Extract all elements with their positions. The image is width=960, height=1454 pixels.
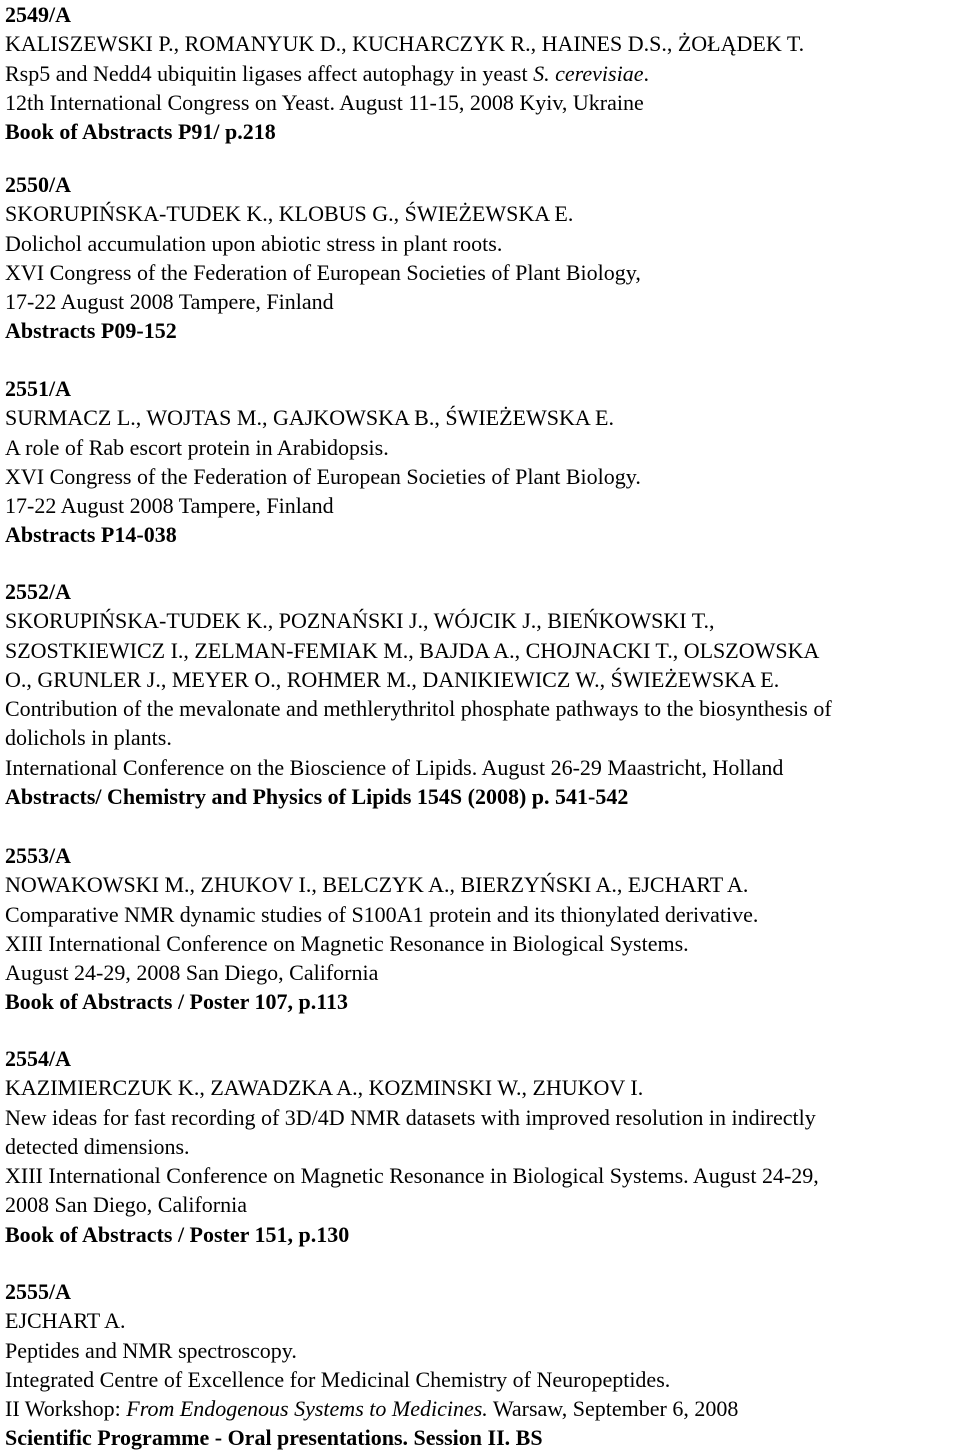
entry-event: August 24-29, 2008 San Diego, California <box>5 960 379 986</box>
entry-title: Rsp5 and Nedd4 ubiquitin ligases affect autophagy in yeast S. cerevisiae. <box>5 60 649 86</box>
entry-title: A role of Rab escort protein in Arabidopsis. <box>5 434 389 460</box>
entry-affiliation: Integrated Centre of Excellence for Medicinal Chemistry of Neuropeptides. <box>5 1366 671 1392</box>
entry-event: International Conference on the Bioscience of Lipids. August 26-29 Maastricht, Holland <box>5 754 784 780</box>
entry-2554 <box>5 1044 819 1249</box>
entry-authors: EJCHART A. <box>5 1308 126 1334</box>
entry-source: Abstracts P14-038 <box>5 522 177 548</box>
entry-title: Dolichol accumulation upon abiotic stress in plant roots. <box>5 230 503 256</box>
entry-event: 2008 San Diego, California <box>5 1192 247 1218</box>
entry-2549 <box>5 0 804 146</box>
entry-source: Book of Abstracts / Poster 107, p.113 <box>5 989 349 1015</box>
entry-number: 2552/A <box>5 579 71 604</box>
entry-number: 2553/A <box>5 843 71 868</box>
entry-number: 2550/A <box>5 172 71 197</box>
entry-authors: NOWAKOWSKI M., ZHUKOV I., BELCZYK A., BIERZYŃSKI A., EJCHART A. <box>5 872 749 898</box>
entry-source: Book of Abstracts P91/ p.218 <box>5 119 276 145</box>
entry-2555 <box>5 1277 738 1453</box>
entry-source: Abstracts P09-152 <box>5 318 177 344</box>
entry-2553 <box>5 841 758 1017</box>
entry-authors: KAZIMIERCZUK K., ZAWADZKA A., KOZMINSKI W., ZHUKOV I. <box>5 1075 644 1101</box>
entry-title: Peptides and NMR spectroscopy. <box>5 1337 297 1363</box>
entry-event: 17-22 August 2008 Tampere, Finland <box>5 289 334 315</box>
entry-authors: SKORUPIŃSKA-TUDEK K., POZNAŃSKI J., WÓJCIK J., BIEŃKOWSKI T., <box>5 608 715 634</box>
entry-event: 17-22 August 2008 Tampere, Finland <box>5 493 334 519</box>
species-name: S. cerevisiae <box>533 60 644 86</box>
entry-title: New ideas for fast recording of 3D/4D NMR datasets with improved resolution in indirectly <box>5 1104 816 1130</box>
entry-title: dolichols in plants. <box>5 725 172 751</box>
entry-number: 2555/A <box>5 1279 71 1304</box>
workshop-title: From Endogenous Systems to Medicines. <box>126 1396 488 1422</box>
entry-event: II Workshop: From Endogenous Systems to Medicines. Warsaw, September 6, 2008 <box>5 1396 739 1422</box>
entry-number: 2551/A <box>5 376 71 401</box>
entry-authors: SURMACZ L., WOJTAS M., GAJKOWSKA B., ŚWIEŻEWSKA E. <box>5 405 614 431</box>
entry-authors: O., GRUNLER J., MEYER O., ROHMER M., DANIKIEWICZ W., ŚWIEŻEWSKA E. <box>5 666 780 692</box>
entry-number: 2549/A <box>5 2 71 27</box>
entry-source: Abstracts/ Chemistry and Physics of Lipids 154S (2008) p. 541-542 <box>5 784 629 810</box>
entry-2550 <box>5 170 641 346</box>
entry-event: XVI Congress of the Federation of European Societies of Plant Biology, <box>5 259 641 285</box>
entry-source: Scientific Programme - Oral presentations. Session II. BS <box>5 1425 543 1451</box>
entry-title: detected dimensions. <box>5 1133 190 1159</box>
entry-title: Comparative NMR dynamic studies of S100A1 protein and its thionylated derivative. <box>5 901 759 927</box>
entry-event: 12th International Congress on Yeast. August 11-15, 2008 Kyiv, Ukraine <box>5 89 644 115</box>
entry-authors: SKORUPIŃSKA-TUDEK K., KLOBUS G., ŚWIEŻEWSKA E. <box>5 201 574 227</box>
entry-event: XIII International Conference on Magnetic Resonance in Biological Systems. August 24-29, <box>5 1163 819 1189</box>
entry-number: 2554/A <box>5 1046 71 1071</box>
entry-title: Contribution of the mevalonate and methlerythritol phosphate pathways to the biosynthesis of <box>5 696 832 722</box>
entry-authors: SZOSTKIEWICZ I., ZELMAN-FEMIAK M., BAJDA A., CHOJNACKI T., OLSZOWSKA <box>5 637 820 663</box>
entry-source: Book of Abstracts / Poster 151, p.130 <box>5 1221 350 1247</box>
entry-event: XIII International Conference on Magnetic Resonance in Biological Systems. <box>5 930 689 956</box>
entry-2552 <box>5 577 832 811</box>
entry-2551 <box>5 374 641 550</box>
entry-event: XVI Congress of the Federation of European Societies of Plant Biology. <box>5 463 641 489</box>
entry-authors: KALISZEWSKI P., ROMANYUK D., KUCHARCZYK R., HAINES D.S., ŻOŁĄDEK T. <box>5 31 805 57</box>
